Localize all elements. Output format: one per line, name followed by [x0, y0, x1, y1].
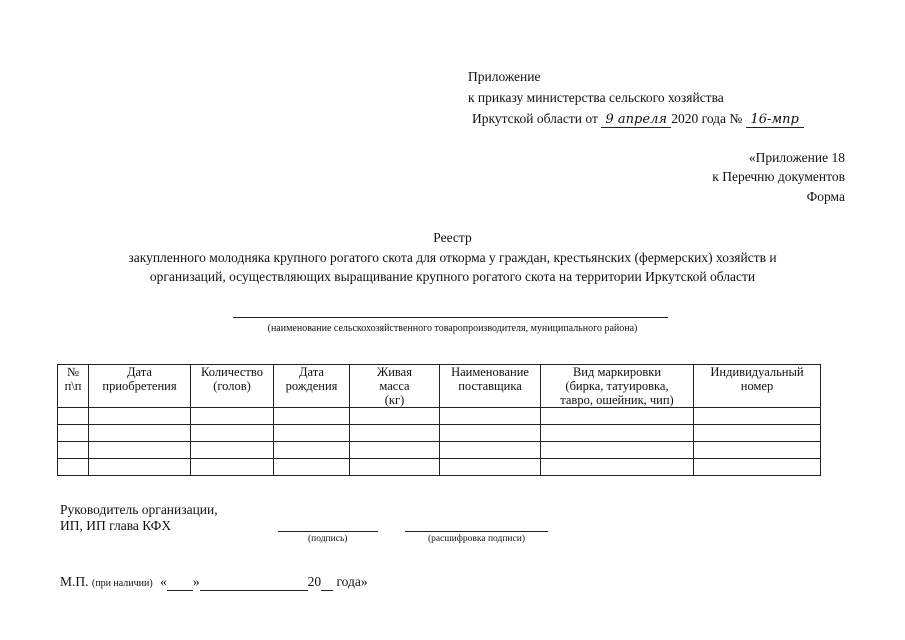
table-cell	[541, 459, 694, 476]
table-cell	[58, 442, 89, 459]
header-quantity	[191, 365, 274, 408]
table-cell	[58, 425, 89, 442]
header-birth-date	[274, 365, 350, 408]
registry-subtitle-line2: организаций, осуществляющих выращивание крупного рогатого скота на территории Иркутской области	[149, 269, 756, 284]
header-number-text: № п\п	[64, 365, 82, 393]
table-cell	[440, 459, 541, 476]
producer-name-line	[233, 317, 668, 318]
table-cell	[440, 408, 541, 425]
table-cell	[541, 408, 694, 425]
appendix-line3-mid: 2020 года №	[671, 111, 743, 126]
header-live-weight	[350, 365, 440, 408]
header-number	[58, 365, 89, 408]
table-cell	[89, 408, 191, 425]
header-marking-type-text: Вид маркировки (бирка, татуировка, тавро, ошейник, чип)	[560, 365, 674, 407]
header-individual-number-text: Индивидуальный номер	[710, 365, 804, 393]
table-cell	[541, 425, 694, 442]
entrepreneur-label: ИП, ИП глава КФХ	[60, 518, 172, 533]
handwritten-order-number: 16-мпр	[746, 112, 804, 128]
table-cell	[191, 425, 274, 442]
sub-appendix-line1: «Приложение 18	[748, 150, 845, 165]
table-cell	[350, 408, 440, 425]
table-row	[58, 442, 821, 459]
table-cell	[58, 408, 89, 425]
table-cell	[694, 442, 821, 459]
signature-line	[278, 531, 378, 532]
form-label: Форма	[806, 189, 845, 204]
quote-open: «	[160, 574, 167, 589]
table-cell	[350, 425, 440, 442]
table-cell	[274, 442, 350, 459]
appendix-line3	[472, 111, 804, 128]
table-cell	[694, 408, 821, 425]
handwritten-date: 9 апреля	[601, 112, 671, 128]
table-cell	[89, 459, 191, 476]
quote-close: »	[192, 574, 200, 589]
registry-table	[57, 364, 821, 476]
stamp-mp: М.П.	[60, 574, 89, 589]
month-blank	[200, 574, 308, 591]
table-cell	[191, 442, 274, 459]
appendix-line1: Приложение	[468, 69, 541, 84]
table-cell	[350, 459, 440, 476]
table-cell	[89, 425, 191, 442]
table-cell	[274, 425, 350, 442]
table-cell	[274, 459, 350, 476]
appendix-line2: к приказу министерства сельского хозяйства	[468, 90, 724, 105]
year-suffix: года»	[336, 574, 368, 589]
table-cell	[694, 425, 821, 442]
table-cell	[350, 442, 440, 459]
header-supplier-text: Наименование поставщика	[451, 365, 529, 393]
table-cell	[89, 442, 191, 459]
header-marking-type	[541, 365, 694, 408]
table-cell	[440, 442, 541, 459]
signature-caption: (подпись)	[308, 534, 348, 544]
table-cell	[274, 408, 350, 425]
year-blank	[321, 574, 333, 591]
table-cell	[541, 442, 694, 459]
appendix-line3-prefix: Иркутской области от	[472, 111, 598, 126]
table-header-row	[58, 365, 821, 408]
table-row	[58, 425, 821, 442]
table-row	[58, 459, 821, 476]
header-birth-date-text: Дата рождения	[285, 365, 338, 393]
sub-appendix-line2: к Перечню документов	[712, 169, 845, 184]
table-cell	[58, 459, 89, 476]
table-cell	[191, 408, 274, 425]
stamp-if-any: (при наличии)	[91, 578, 153, 589]
header-individual-number	[694, 365, 821, 408]
registry-subtitle-line1: закупленного молодняка крупного рогатого скота для откорма у граждан, крестьянских (фермерских) хозяйств и	[128, 250, 777, 265]
head-of-org-label: Руководитель организации,	[60, 502, 218, 517]
header-purchase-date-text: Дата приобретения	[102, 365, 177, 393]
header-live-weight-text: Живая масса (кг)	[377, 365, 412, 407]
year-prefix: 20	[307, 574, 322, 589]
header-supplier	[440, 365, 541, 408]
header-quantity-text: Количество (голов)	[201, 365, 263, 393]
table-cell	[191, 459, 274, 476]
registry-title: Реестр	[433, 230, 472, 245]
table-cell	[440, 425, 541, 442]
stamp-date-row	[60, 574, 368, 591]
signature-decode-line	[405, 531, 548, 532]
producer-caption: (наименование сельскохозяйственного товаропроизводителя, муниципального района)	[267, 323, 638, 334]
table-row	[58, 408, 821, 425]
day-blank	[167, 574, 193, 591]
table-cell	[694, 459, 821, 476]
header-purchase-date	[89, 365, 191, 408]
signature-decode-caption: (расшифровка подписи)	[428, 534, 525, 544]
